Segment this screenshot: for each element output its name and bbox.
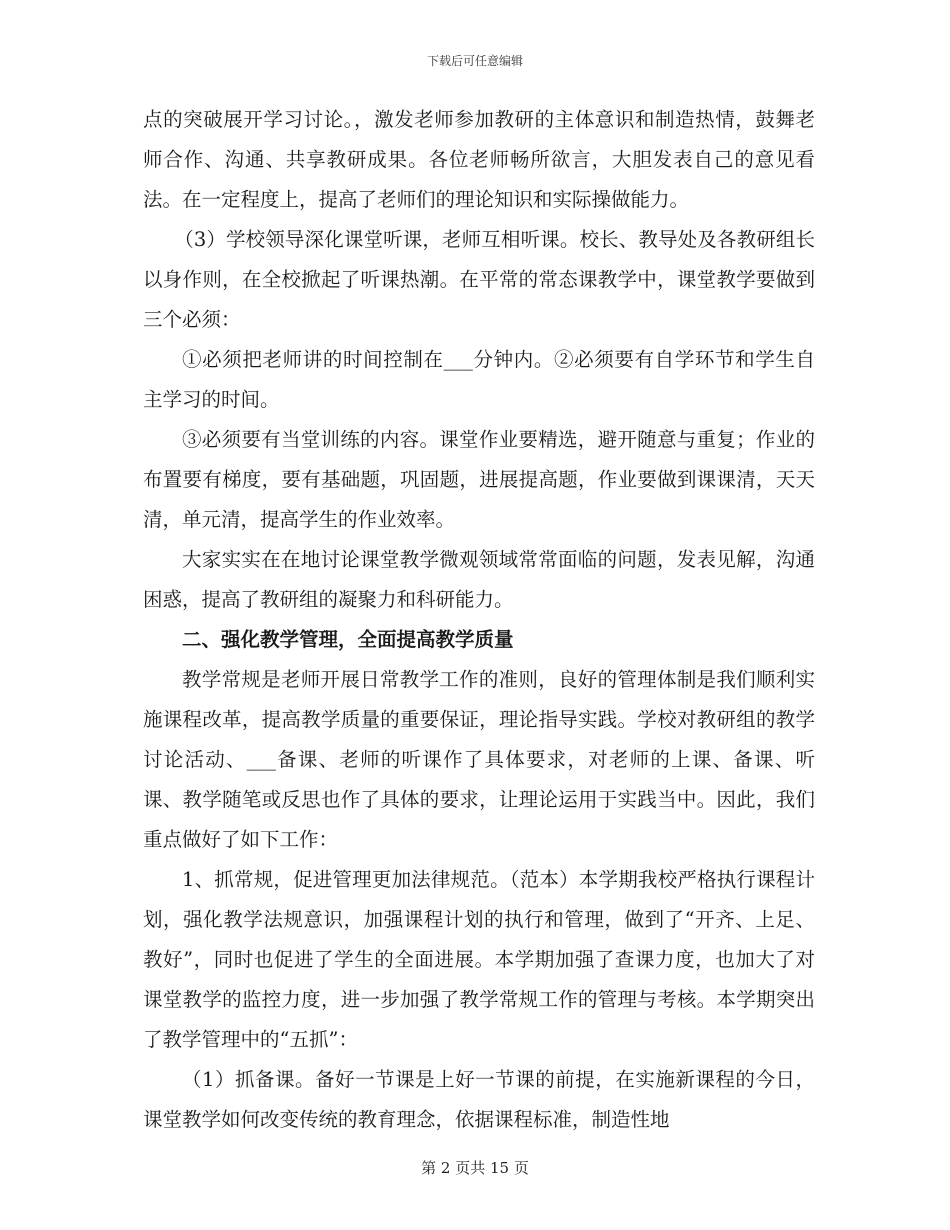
paragraph: （1）抓备课。备好一节课是上好一节课的前提，在实施新课程的今日，课堂教学如何改变传统的教育理念，依据课程标准，制造性地	[143, 1068, 815, 1131]
paragraph: ①必须把老师讲的时间控制在___分钟内。②必须要有自学环节和学生自主学习的时间。	[143, 348, 815, 411]
paragraph: ③必须要有当堂训练的内容。课堂作业要精选，避开随意与重复；作业的布置要有梯度，要有基础题，巩固题，进展提高题，作业要做到课课清，天天清，单元清，提高学生的作业效率。	[143, 428, 815, 531]
page-header: 下载后可任意编辑	[426, 54, 523, 68]
paragraph: 大家实实在在地讨论课堂教学微观领域常常面临的问题，发表见解，沟通困惑，提高了教研组的凝聚力和科研能力。	[143, 548, 815, 611]
page-number: 第 2 页共 15 页	[421, 1159, 529, 1177]
paragraph: （3）学校领导深化课堂听课，老师互相听课。校长、教导处及各教研组长以身作则，在全校掀起了听课热潮。在平常的常态课教学中，课堂教学要做到三个必须：	[143, 228, 815, 331]
section-heading: 二、强化教学管理，全面提高教学质量	[182, 628, 514, 651]
paragraph: 点的突破展开学习讨论。，激发老师参加教研的主体意识和制造热情，鼓舞老师合作、沟通、共享教研成果。各位老师畅所欲言，大胆发表自己的意见看法。在一定程度上，提高了老师们的理论知识和实际操做能力。	[143, 108, 815, 211]
paragraph: 1、抓常规，促进管理更加法律规范。（范本）本学期我校严格执行课程计划，强化教学法规意识，加强课程计划的执行和管理，做到了“开齐、上足、教好”，同时也促进了学生的全面进展。本学期加强了查课力度，也加大了对课堂教学的监控力度，进一步加强了教学常规工作的管理与考核。本学期突出了教学管理中的“五抓”：	[143, 868, 815, 1051]
paragraph: 教学常规是老师开展日常教学工作的准则，良好的管理体制是我们顺利实施课程改革，提高教学质量的重要保证，理论指导实践。学校对教研组的教学讨论活动、___备课、老师的听课作了具体要求，对老师的上课、备课、听课、教学随笔或反思也作了具体的要求，让理论运用于实践当中。因此，我们重点做好了如下工作：	[143, 668, 815, 851]
document-body	[143, 100, 815, 1140]
